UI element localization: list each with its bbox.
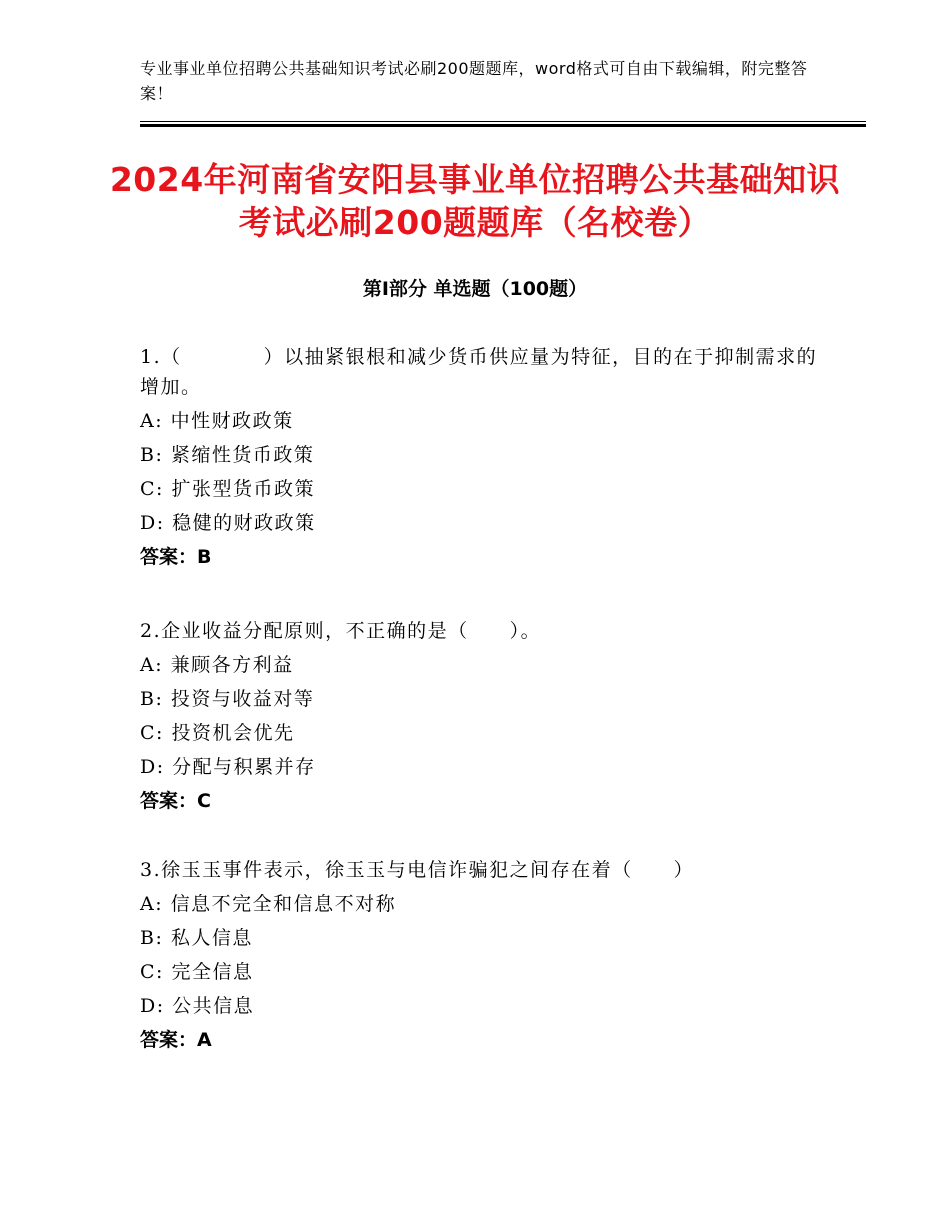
option-a: A: 兼顾各方利益 [140,654,294,676]
option-d: D: 分配与积累并存 [140,756,316,778]
option-c: C: 扩张型货币政策 [140,478,315,500]
header-rule-thin [140,121,866,122]
answer: 答案：B [140,546,212,568]
option-d: D: 稳健的财政政策 [140,512,316,534]
option-c: C: 完全信息 [140,961,254,983]
option-c: C: 投资机会优先 [140,722,295,744]
option-b: B: 私人信息 [140,927,253,949]
option-d: D: 公共信息 [140,995,255,1017]
option-b: B: 紧缩性货币政策 [140,444,315,466]
answer: 答案：A [140,1029,212,1051]
option-a: A: 中性财政政策 [140,410,294,432]
header-note: 专业事业单位招聘公共基础知识考试必刷200题题库，word格式可自由下载编辑，附完整答案！ [140,59,808,103]
question-stem: 2.企业收益分配原则，不正确的是（ ）。 [140,620,542,642]
header-rule-thick [140,124,866,127]
question-3 [140,855,820,1059]
option-b: B: 投资与收益对等 [140,688,315,710]
question-2 [140,616,820,820]
section-title: 第Ⅰ部分 单选题（100题） [362,278,588,300]
option-a: A: 信息不完全和信息不对称 [140,893,397,915]
question-1 [140,342,820,576]
question-stem: 1.（ ）以抽紧银根和减少货币供应量为特征，目的在于抑制需求的增加。 [140,346,818,398]
document-title: 2024年河南省安阳县事业单位招聘公共基础知识考试必刷200题题库（名校卷） [109,160,841,242]
question-stem: 3.徐玉玉事件表示，徐玉玉与电信诈骗犯之间存在着（ ） [140,859,695,881]
answer: 答案：C [140,790,211,812]
